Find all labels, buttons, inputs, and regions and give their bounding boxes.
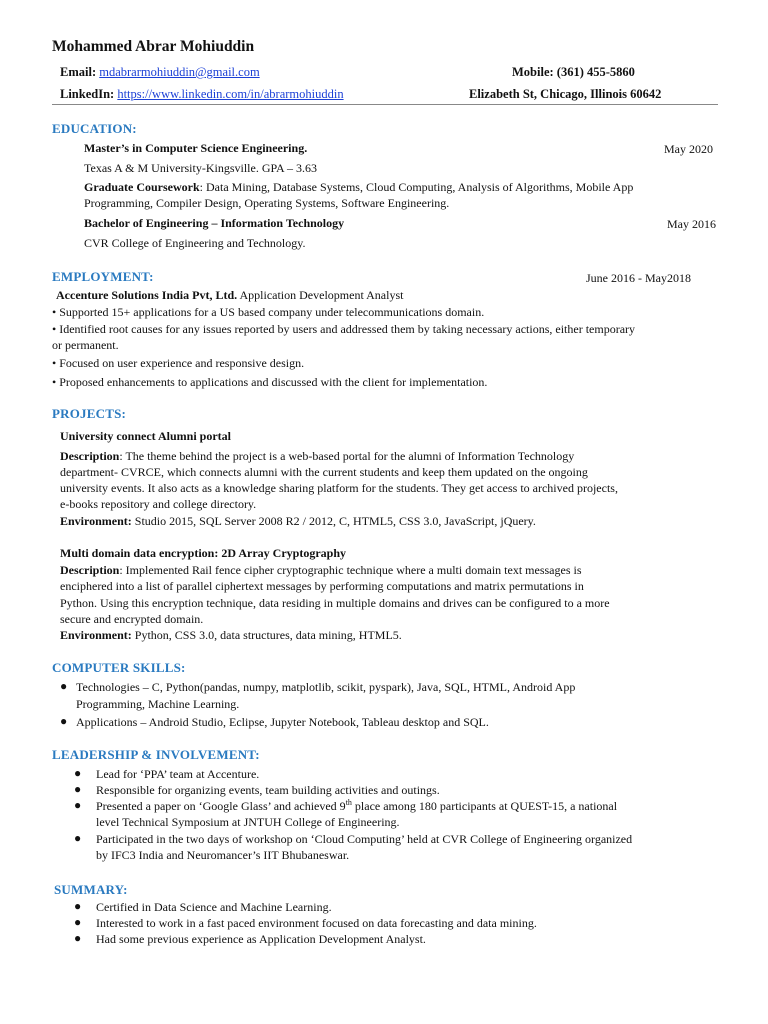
bullet-icon: ● [60,714,68,728]
leadership-item: Lead for ‘PPA’ team at Accenture. [96,767,260,781]
summary-item: Certified in Data Science and Machine Learning. [96,900,332,914]
project1-desc-line: e-books repository and college directory. [60,497,257,511]
projects-heading: PROJECTS: [52,406,127,421]
education-heading: EDUCATION: [52,121,137,136]
project2-desc-line: Python. Using this encryption technique, data residing in multiple domains and drives can be configured to a more [60,596,610,610]
email-link[interactable]: mdabrarmohiuddin@gmail.com [99,65,260,79]
bachelor-school: CVR College of Engineering and Technology. [84,236,306,250]
bachelor-title: Bachelor of Engineering – Information Technology [84,216,345,230]
leadership-item: Participated in the two days of workshop on ‘Cloud Computing’ held at CVR College of Engineering organized [96,832,633,846]
address: Elizabeth St, Chicago, Illinois 60642 [469,87,662,101]
leadership-item-line2: level Technical Symposium at JNTUH College of Engineering. [96,815,400,829]
project1-desc-line [60,448,574,464]
project2-desc-line: secure and encrypted domain. [60,612,204,626]
linkedin-label: LinkedIn: [60,87,115,101]
employment-bullet: • Focused on user experience and responsive design. [52,356,305,370]
bullet-icon: ● [74,766,82,780]
header-divider [52,104,718,105]
leadership-item-text: Presented a paper on ‘Google Glass’ and achieved 9 [96,799,346,813]
coursework-line1 [84,179,633,195]
coursework-line2: Programming, Compiler Design, Operating Systems, Software Engineering. [84,196,450,210]
bullet-icon: ● [74,798,82,812]
employment-dates: June 2016 - May2018 [586,271,691,285]
project2-desc-line: enciphered into a list of parallel ciphertext messages by performing computations and matrix permutations in [60,579,584,593]
skills-technologies-line1: Technologies – C, Python(pandas, numpy, matplotlib, scikit, pyspark), Java, SQL, HTML, Android App [76,680,576,694]
linkedin-row [60,86,344,102]
project1-environment [60,513,536,529]
bullet-icon: ● [74,899,82,913]
description-label: Description [60,563,120,577]
project2-env-text: Python, CSS 3.0, data structures, data mining, HTML5. [131,628,402,642]
skills-technologies-line2: Programming, Machine Learning. [76,697,240,711]
coursework-text: : Data Mining, Database Systems, Cloud Computing, Analysis of Algorithms, Mobile App [199,180,634,194]
email-label: Email: [60,65,97,79]
leadership-item-line2: by IFC3 India and Neuromancer’s IIT Bhubaneswar. [96,848,350,862]
skills-heading: COMPUTER SKILLS: [52,660,186,675]
project2-title: Multi domain data encryption: 2D Array Cryptography [60,546,346,560]
environment-label: Environment: [60,628,132,642]
linkedin-link[interactable]: https://www.linkedin.com/in/abrarmohiuddin [117,87,344,101]
masters-title: Master’s in Computer Science Engineering. [84,141,308,155]
masters-school: Texas A & M University-Kingsville. GPA – 3.63 [84,161,318,175]
leadership-item: Responsible for organizing events, team building activities and outings. [96,783,440,797]
leadership-item [96,798,617,814]
bullet-icon: ● [74,831,82,845]
mobile: Mobile: (361) 455-5860 [512,65,635,79]
masters-date: May 2020 [664,142,713,156]
coursework-label: Graduate Coursework [84,180,200,194]
candidate-name: Mohammed Abrar Mohiuddin [52,38,255,55]
employer-line [56,287,403,303]
project2-desc-line [60,562,582,578]
employment-bullet: • Proposed enhancements to applications and discussed with the client for implementation. [52,375,488,389]
summary-item: Had some previous experience as Application Development Analyst. [96,932,426,946]
employment-bullet-continued: or permanent. [52,338,119,352]
email-row [60,64,260,80]
bullet-icon: ● [74,931,82,945]
bullet-icon: ● [60,679,68,693]
summary-item: Interested to work in a fast paced environment focused on data forecasting and data mining. [96,916,537,930]
project2-environment [60,627,402,643]
summary-heading: SUMMARY: [54,882,128,897]
leadership-heading: LEADERSHIP & INVOLVEMENT: [52,747,260,762]
project1-desc-line: department- CVRCE, which connects alumni with the current students and keep them updated on the ongoing [60,465,588,479]
project1-desc-line: university events. It also acts as a knowledge sharing platform for the students. They get access to archived projects, [60,481,618,495]
employment-bullet: • Supported 15+ applications for a US based company under telecommunications domain. [52,305,485,319]
environment-label: Environment: [60,514,132,528]
company-name: Accenture Solutions India Pvt, Ltd. [56,288,238,302]
project1-desc-text: : The theme behind the project is a web-based portal for the alumni of Information Technology [119,449,575,463]
employment-bullet: • Identified root causes for any issues reported by users and addressed them by taking necessary actions, either temporary [52,322,636,336]
bullet-icon: ● [74,782,82,796]
description-label: Description [60,449,120,463]
skills-applications: Applications – Android Studio, Eclipse, Jupyter Notebook, Tableau desktop and SQL. [76,715,489,729]
leadership-item-text: place among 180 participants at QUEST-15, a national [351,799,618,813]
bullet-icon: ● [74,915,82,929]
project1-env-text: Studio 2015, SQL Server 2008 R2 / 2012, C, HTML5, CSS 3.0, JavaScript, jQuery. [131,514,536,528]
project2-desc-text: : Implemented Rail fence cipher cryptographic technique where a multi domain text messages is [119,563,582,577]
bachelor-date: May 2016 [667,217,716,231]
job-role: Application Development Analyst [237,288,404,302]
ordinal-suffix: th [345,798,352,807]
employment-heading: EMPLOYMENT: [52,269,154,284]
project1-title: University connect Alumni portal [60,429,231,443]
